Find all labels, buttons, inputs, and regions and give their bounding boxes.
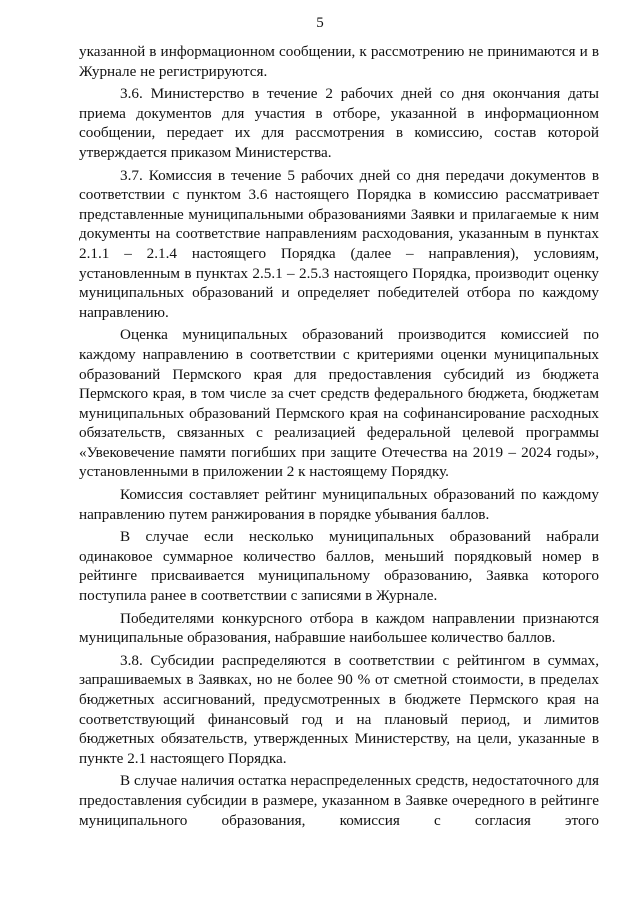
paragraph-3-6: 3.6. Министерство в течение 2 рабочих дней со дня окончания даты приема документов для участия в отборе, указанной в информационном сообщении, передает их для рассмотрения в комиссию, состав которой утверждается приказом Министерства.: [79, 85, 599, 161]
paragraph-evaluation: Оценка муниципальных образований производится комиссией по каждому направлению в соответствии с критериями оценки муниципальных образований Пермского края для предоставления субсидий из бюджета Пермского края, в том числе за счет средств федерального бюджета, бюджетам муниципальных образований Пермского края на софинансирование расходных обязательств, связанных с реализацией федеральной целевой программы «Увековечение памяти погибших при защите Отечества на 2019 – 2024 годы», установленными в приложении 2 к настоящему Порядку.: [79, 326, 599, 481]
paragraph-rating: Комиссия составляет рейтинг муниципальных образований по каждому направлению путем ранжирования в порядке убывания баллов.: [79, 486, 599, 523]
paragraph-tie: В случае если несколько муниципальных образований набрали одинаковое суммарное количество баллов, меньший порядковый номер в рейтинге присваивается муниципальному образованию, Заявка которого поступила ранее в соответствии с записями в Журнале.: [79, 528, 599, 605]
paragraph-continued: указанной в информационном сообщении, к рассмотрению не принимаются и в Журнале не регистрируются.: [79, 43, 599, 80]
paragraph-3-7: 3.7. Комиссия в течение 5 рабочих дней со дня передачи документов в соответствии с пунктом 3.6 настоящего Порядка в комиссию рассматривает представленные муниципальными образованиями Заявки и прилагаемые к ним документы на соответствие направлениям расходования, указанным в пунктах 2.1.1 – 2.1.4 настоящего Порядка (далее – направления), условиям, установленным в пунктах 2.5.1 – 2.5.3 настоящего Порядка, производит оценку муниципальных образований и определяет победителей отбора по каждому направлению.: [79, 166, 599, 321]
page-number: 5: [316, 15, 324, 31]
paragraph-remainder: В случае наличия остатка нераспределенных средств, недостаточного для предоставления субсидии в размере, указанном в Заявке очередного в рейтинге муниципального образования, комиссия с согласия этого: [79, 772, 599, 829]
paragraph-3-8: 3.8. Субсидии распределяются в соответствии с рейтингом в суммах, запрашиваемых в Заявках, но не более 90 % от сметной стоимости, в пределах бюджетных ассигнований, предусмотренных в бюджете Пермского края на соответствующий финансовый год и на плановый период, и лимитов бюджетных обязательств, утвержденных Министерству, на цели, указанные в пункте 2.1 настоящего Порядка.: [79, 651, 599, 767]
paragraph-winners: Победителями конкурсного отбора в каждом направлении признаются муниципальные образования, набравшие наибольшее количество баллов.: [79, 609, 599, 647]
document-body: [79, 42, 599, 830]
